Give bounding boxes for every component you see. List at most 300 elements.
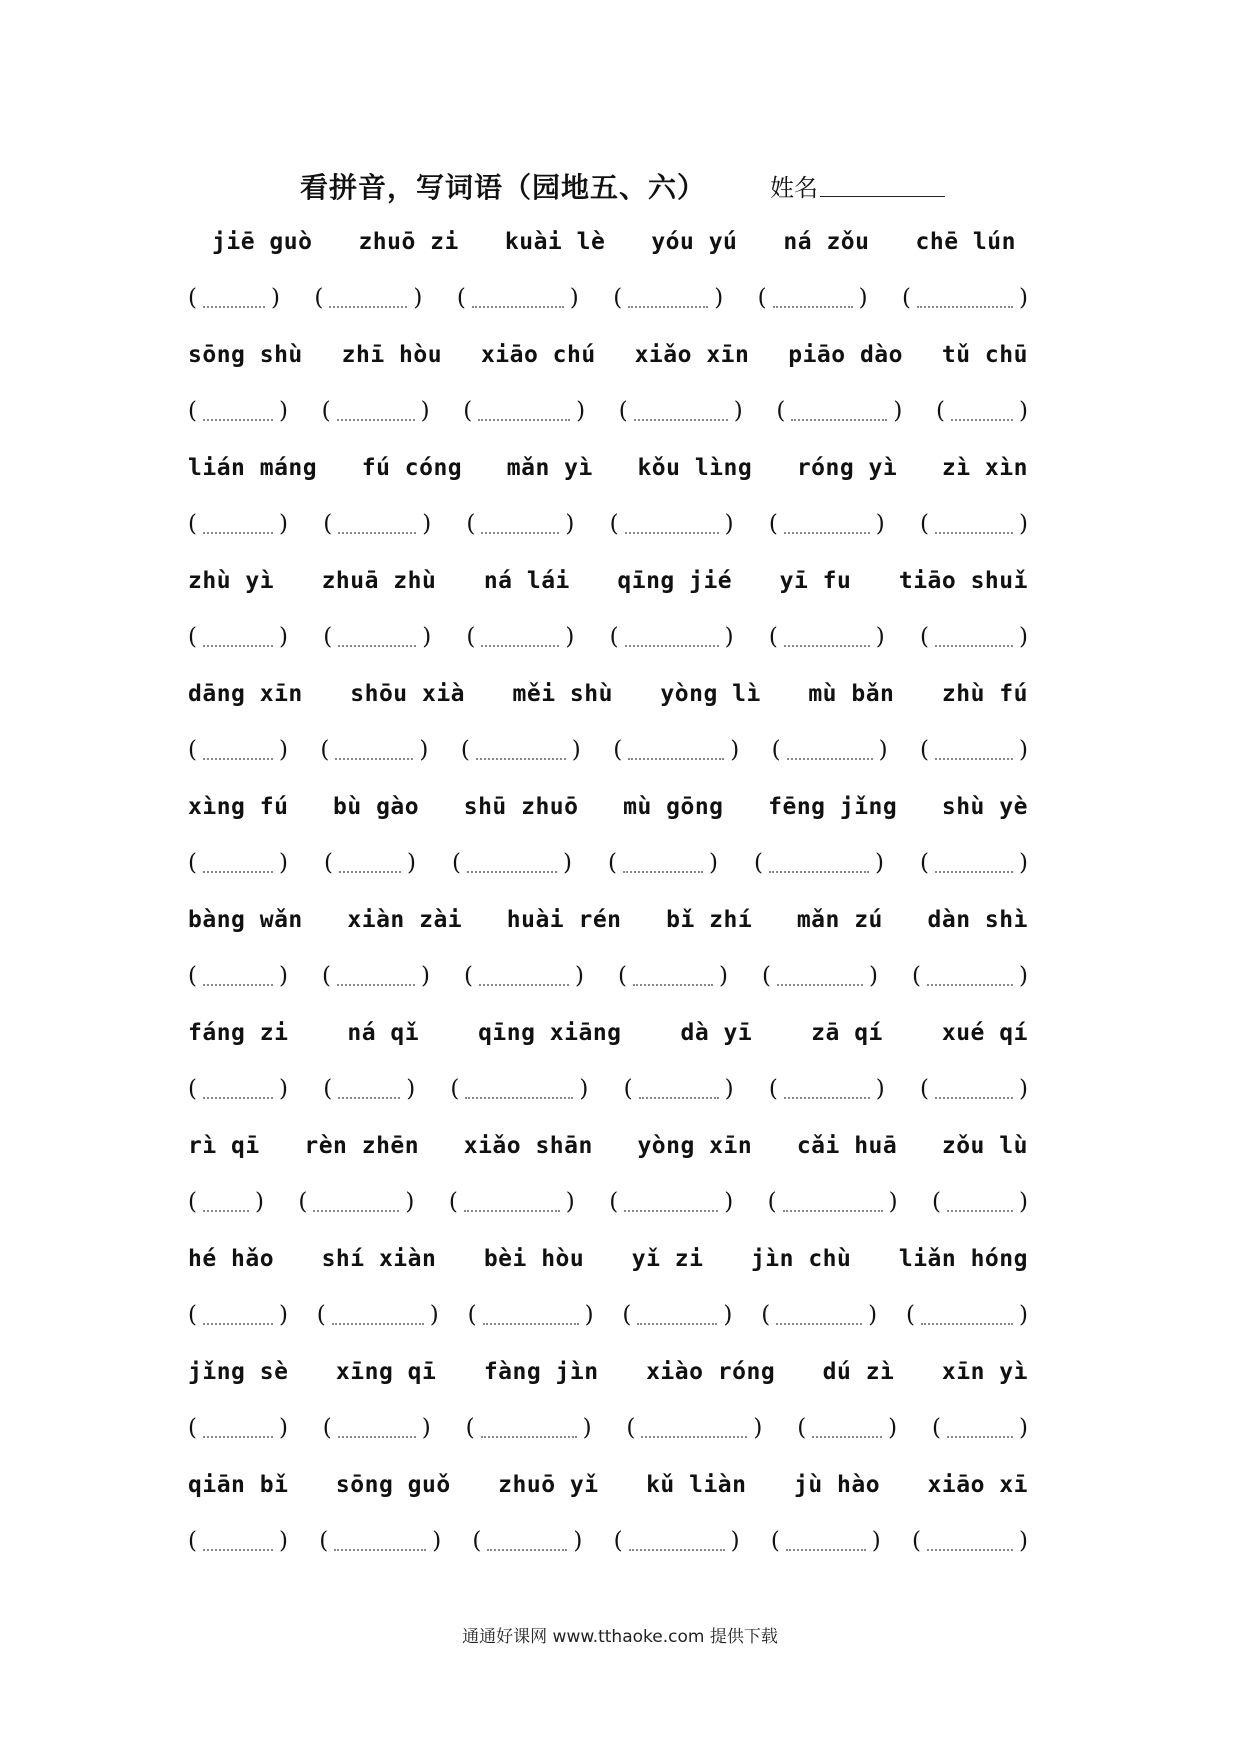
open-paren: ( [466, 511, 476, 537]
open-paren: ( [912, 1528, 921, 1554]
answer-blank[interactable] [188, 1415, 288, 1441]
dotted-blank [465, 1095, 573, 1099]
close-paren: ) [405, 1189, 415, 1215]
dotted-blank [769, 869, 869, 873]
pinyin-word: xué qí [941, 1020, 1028, 1046]
close-paren: ) [718, 963, 728, 989]
exercise-row [188, 787, 1028, 900]
dotted-blank [337, 982, 415, 986]
dotted-blank [776, 1321, 862, 1325]
dotted-blank [947, 1434, 1013, 1438]
close-paren: ) [278, 398, 288, 424]
dotted-blank [935, 643, 1013, 647]
open-paren: ( [316, 1302, 326, 1328]
pinyin-line [188, 1013, 1028, 1053]
close-paren: ) [1018, 1302, 1028, 1328]
close-paren: ) [565, 1189, 575, 1215]
close-paren: ) [420, 398, 430, 424]
answer-blank[interactable] [613, 737, 739, 763]
answer-blank[interactable] [457, 285, 579, 311]
answer-blank[interactable] [466, 624, 574, 650]
close-paren: ) [723, 1302, 733, 1328]
close-paren: ) [429, 1302, 439, 1328]
close-paren: ) [254, 1189, 264, 1215]
pinyin-word: fú cóng [361, 455, 463, 481]
close-paren: ) [888, 1415, 898, 1441]
open-paren: ( [324, 850, 333, 876]
answer-blank[interactable] [317, 1302, 439, 1328]
open-paren: ( [912, 963, 921, 989]
answer-blank[interactable] [769, 1076, 885, 1102]
close-paren: ) [1018, 850, 1028, 876]
pinyin-word: yòng lì [660, 681, 761, 707]
pinyin-word: ná qǐ [347, 1020, 420, 1046]
answer-blank[interactable] [619, 398, 743, 424]
answer-blank[interactable] [761, 1302, 877, 1328]
open-paren: ( [467, 1302, 477, 1328]
pinyin-word: róng yì [796, 455, 898, 481]
close-paren: ) [1019, 1076, 1028, 1102]
pinyin-word: tǔ chū [941, 342, 1028, 368]
pinyin-line [188, 1126, 1028, 1166]
pinyin-word: zhuō zi [358, 229, 459, 255]
dotted-blank [786, 1547, 866, 1551]
close-paren: ) [573, 1528, 583, 1554]
answer-line [188, 1069, 1028, 1109]
pinyin-word: chē lún [915, 229, 1016, 255]
dotted-blank [338, 530, 416, 534]
open-paren: ( [770, 1528, 780, 1554]
pinyin-word: kǒu lìng [637, 455, 753, 481]
answer-blank[interactable] [769, 624, 885, 650]
dotted-blank [472, 304, 564, 308]
open-paren: ( [472, 1528, 482, 1554]
answer-blank[interactable] [613, 285, 723, 311]
dotted-blank [783, 1208, 883, 1212]
close-paren: ) [278, 737, 288, 763]
answer-blank[interactable] [323, 624, 431, 650]
dotted-blank [464, 1208, 560, 1212]
open-paren: ( [905, 1302, 915, 1328]
dotted-blank [479, 982, 569, 986]
dotted-blank [633, 982, 713, 986]
answer-blank[interactable] [902, 285, 1028, 311]
close-paren: ) [868, 963, 878, 989]
dotted-blank [339, 869, 401, 873]
answer-blank[interactable] [188, 737, 288, 763]
answer-blank[interactable] [314, 285, 422, 311]
close-paren: ) [562, 850, 572, 876]
pinyin-word: xiào róng [646, 1359, 776, 1385]
pinyin-word: shū zhuō [463, 794, 579, 820]
answer-blank[interactable] [449, 1189, 575, 1215]
pinyin-word: rì qī [188, 1133, 260, 1159]
open-paren: ( [465, 1415, 475, 1441]
close-paren: ) [278, 963, 288, 989]
pinyin-word: huài rén [506, 907, 622, 933]
dotted-blank [787, 756, 873, 760]
pinyin-word: xīn yì [941, 1359, 1028, 1385]
name-blank-line [820, 196, 945, 197]
answer-blank[interactable] [920, 850, 1028, 876]
open-paren: ( [188, 1076, 197, 1102]
answer-blank[interactable] [320, 737, 428, 763]
answer-blank[interactable] [932, 1415, 1028, 1441]
close-paren: ) [874, 850, 884, 876]
open-paren: ( [188, 1528, 197, 1554]
answer-blank[interactable] [754, 850, 884, 876]
pinyin-word: zì xìn [941, 455, 1028, 481]
pinyin-word: měi shù [512, 681, 613, 707]
exercise-row [188, 1013, 1028, 1126]
open-paren: ( [188, 737, 197, 763]
dotted-blank [777, 982, 863, 986]
dotted-blank [481, 1434, 577, 1438]
pinyin-word: jù hào [793, 1472, 881, 1498]
close-paren: ) [1018, 398, 1028, 424]
answer-blank[interactable] [472, 1528, 582, 1554]
pinyin-word: ná zǒu [783, 229, 870, 255]
pinyin-line [188, 222, 1028, 262]
close-paren: ) [724, 511, 734, 537]
open-paren: ( [771, 737, 781, 763]
dotted-blank [203, 982, 273, 986]
answer-blank[interactable] [461, 737, 581, 763]
dotted-blank [935, 869, 1013, 873]
dotted-blank [625, 643, 719, 647]
pinyin-word: kuài lè [504, 229, 606, 255]
open-paren: ( [188, 963, 197, 989]
pinyin-word: kǔ liàn [646, 1472, 747, 1498]
dotted-blank [338, 1095, 400, 1099]
dotted-blank [784, 530, 870, 534]
close-paren: ) [1018, 963, 1028, 989]
answer-blank[interactable] [188, 624, 288, 650]
open-paren: ( [188, 1415, 197, 1441]
pinyin-word: jìn chù [750, 1246, 852, 1272]
open-paren: ( [768, 511, 778, 537]
pinyin-line [188, 561, 1028, 601]
answer-blank[interactable] [323, 1415, 431, 1441]
pinyin-word: zhuā zhù [321, 568, 437, 594]
open-paren: ( [463, 398, 473, 424]
answer-line [188, 730, 1028, 770]
close-paren: ) [724, 1076, 734, 1102]
dotted-blank [935, 530, 1013, 534]
open-paren: ( [321, 398, 331, 424]
answer-blank[interactable] [188, 963, 288, 989]
pinyin-line [188, 335, 1028, 375]
answer-blank[interactable] [762, 963, 878, 989]
close-paren: ) [875, 624, 885, 650]
answer-blank[interactable] [188, 1302, 288, 1328]
pinyin-worksheet [188, 222, 1028, 1578]
dotted-blank [337, 417, 415, 421]
close-paren: ) [1019, 624, 1028, 650]
close-paren: ) [579, 1076, 589, 1102]
dotted-blank [927, 982, 1013, 986]
answer-blank[interactable] [188, 398, 288, 424]
close-paren: ) [421, 1415, 431, 1441]
open-paren: ( [466, 624, 476, 650]
dotted-blank [334, 1547, 426, 1551]
close-paren: ) [406, 1076, 416, 1102]
open-paren: ( [322, 963, 331, 989]
answer-blank[interactable] [758, 285, 868, 311]
answer-blank[interactable] [188, 1528, 288, 1554]
pinyin-word: shí xiàn [321, 1246, 437, 1272]
answer-blank[interactable] [920, 624, 1028, 650]
pinyin-line [188, 674, 1028, 714]
exercise-row [188, 1465, 1028, 1578]
answer-blank[interactable] [772, 737, 888, 763]
pinyin-word: xiāo chú [480, 342, 596, 368]
answer-blank[interactable] [450, 1076, 588, 1102]
open-paren: ( [298, 1189, 308, 1215]
close-paren: ) [422, 624, 432, 650]
pinyin-word: zā qí [811, 1020, 883, 1046]
answer-blank[interactable] [466, 511, 574, 537]
close-paren: ) [422, 511, 432, 537]
answer-blank[interactable] [324, 850, 416, 876]
pinyin-word: xiǎo shān [463, 1133, 593, 1159]
open-paren: ( [452, 850, 461, 876]
answer-blank[interactable] [188, 1076, 288, 1102]
answer-blank[interactable] [920, 737, 1028, 763]
dotted-blank [637, 1321, 717, 1325]
open-paren: ( [618, 398, 628, 424]
dotted-blank [812, 1434, 882, 1438]
close-paren: ) [724, 1189, 734, 1215]
dotted-blank [203, 1208, 249, 1212]
open-paren: ( [622, 1302, 632, 1328]
open-paren: ( [609, 624, 619, 650]
answer-blank[interactable] [188, 285, 280, 311]
open-paren: ( [608, 850, 617, 876]
dotted-blank [203, 530, 273, 534]
answer-blank[interactable] [610, 511, 734, 537]
exercise-row [188, 1239, 1028, 1352]
open-paren: ( [319, 1528, 329, 1554]
answer-blank[interactable] [776, 398, 902, 424]
answer-blank[interactable] [626, 1415, 762, 1441]
footer-credit: 通通好课网 www.tthaoke.com 提供下载 [462, 1627, 778, 1647]
answer-line [188, 956, 1028, 996]
answer-blank[interactable] [618, 963, 728, 989]
pinyin-word: bàng wǎn [188, 907, 303, 933]
answer-blank[interactable] [609, 1189, 733, 1215]
open-paren: ( [323, 1076, 333, 1102]
open-paren: ( [450, 1076, 460, 1102]
answer-blank[interactable] [468, 1302, 594, 1328]
answer-blank[interactable] [608, 850, 718, 876]
dotted-blank [203, 304, 265, 308]
close-paren: ) [584, 1302, 594, 1328]
pinyin-word: xìng fú [188, 794, 289, 820]
answer-blank[interactable] [319, 1528, 441, 1554]
pinyin-word: dàn shì [927, 907, 1028, 933]
answer-blank[interactable] [188, 850, 288, 876]
open-paren: ( [448, 1189, 458, 1215]
pinyin-word: mù gōng [623, 794, 724, 820]
pinyin-word: piāo dào [788, 342, 903, 368]
pinyin-word: bǐ zhí [666, 907, 753, 933]
exercise-row [188, 900, 1028, 1013]
close-paren: ) [413, 285, 423, 311]
pinyin-word: xiāo xī [927, 1472, 1028, 1498]
dotted-blank [203, 1095, 273, 1099]
open-paren: ( [188, 398, 197, 424]
answer-blank[interactable] [188, 1189, 264, 1215]
answer-blank[interactable] [298, 1189, 414, 1215]
close-paren: ) [724, 624, 734, 650]
close-paren: ) [753, 1415, 763, 1441]
exercise-row [188, 1126, 1028, 1239]
close-paren: ) [858, 285, 868, 311]
dotted-blank [625, 530, 719, 534]
pinyin-word: lián máng [188, 455, 318, 481]
answer-blank[interactable] [323, 1076, 415, 1102]
close-paren: ) [565, 511, 575, 537]
answer-blank[interactable] [610, 624, 734, 650]
answer-blank[interactable] [768, 1189, 898, 1215]
answer-line [188, 1408, 1028, 1448]
answer-blank[interactable] [614, 1528, 740, 1554]
answer-blank[interactable] [463, 398, 585, 424]
dotted-blank [313, 1208, 399, 1212]
answer-blank[interactable] [932, 1189, 1028, 1215]
answer-blank[interactable] [622, 1302, 732, 1328]
dotted-blank [483, 1321, 579, 1325]
close-paren: ) [419, 737, 429, 763]
open-paren: ( [323, 624, 333, 650]
dotted-blank [332, 1321, 424, 1325]
pinyin-word: jǐng sè [188, 1359, 289, 1385]
answer-blank[interactable] [771, 1528, 881, 1554]
pinyin-word: sōng shù [188, 342, 303, 368]
open-paren: ( [626, 1415, 636, 1441]
close-paren: ) [893, 398, 903, 424]
answer-blank[interactable] [936, 398, 1028, 424]
answer-blank[interactable] [188, 511, 288, 537]
answer-blank[interactable] [464, 963, 584, 989]
pinyin-word: mǎn zú [796, 907, 883, 933]
pinyin-word: mǎn yì [506, 455, 593, 481]
close-paren: ) [420, 963, 430, 989]
pinyin-word: xīng qī [335, 1359, 437, 1385]
dotted-blank [639, 1095, 719, 1099]
close-paren: ) [574, 963, 584, 989]
dotted-blank [203, 869, 273, 873]
open-paren: ( [754, 850, 763, 876]
dotted-blank [791, 417, 887, 421]
answer-blank[interactable] [624, 1076, 734, 1102]
exercise-row [188, 674, 1028, 787]
open-paren: ( [613, 1528, 623, 1554]
dotted-blank [623, 869, 703, 873]
open-paren: ( [188, 285, 197, 311]
answer-blank[interactable] [906, 1302, 1028, 1328]
close-paren: ) [278, 1415, 288, 1441]
dotted-blank [329, 304, 407, 308]
pinyin-word: zhù fú [941, 681, 1028, 707]
dotted-blank [628, 304, 708, 308]
pinyin-word: hé hǎo [188, 1246, 275, 1272]
dotted-blank [773, 304, 853, 308]
answer-blank[interactable] [912, 1528, 1028, 1554]
pinyin-word: qīng jié [617, 568, 733, 594]
pinyin-word: rèn zhēn [304, 1133, 420, 1159]
answer-blank[interactable] [912, 963, 1028, 989]
pinyin-word: zǒu lù [941, 1133, 1028, 1159]
close-paren: ) [730, 737, 740, 763]
open-paren: ( [188, 511, 197, 537]
open-paren: ( [931, 1415, 941, 1441]
pinyin-word: dāng xīn [188, 681, 303, 707]
close-paren: ) [278, 511, 288, 537]
close-paren: ) [875, 511, 885, 537]
dotted-blank [917, 304, 1013, 308]
open-paren: ( [768, 624, 778, 650]
close-paren: ) [278, 1528, 288, 1554]
pinyin-line [188, 787, 1028, 827]
answer-blank[interactable] [322, 398, 430, 424]
answer-blank[interactable] [452, 850, 572, 876]
answer-blank[interactable] [920, 1076, 1028, 1102]
dotted-blank [634, 417, 728, 421]
answer-blank[interactable] [322, 963, 430, 989]
close-paren: ) [1019, 1528, 1028, 1554]
answer-blank[interactable] [466, 1415, 592, 1441]
answer-line [188, 1295, 1028, 1335]
dotted-blank [203, 756, 273, 760]
answer-blank[interactable] [769, 511, 885, 537]
dotted-blank [927, 1547, 1013, 1551]
exercise-row [188, 561, 1028, 674]
exercise-row [188, 222, 1028, 335]
open-paren: ( [323, 511, 333, 537]
dotted-blank [203, 417, 273, 421]
exercise-row [188, 335, 1028, 448]
answer-blank[interactable] [797, 1415, 897, 1441]
answer-blank[interactable] [323, 511, 431, 537]
close-paren: ) [714, 285, 724, 311]
close-paren: ) [875, 1076, 885, 1102]
open-paren: ( [314, 285, 324, 311]
dotted-blank [335, 756, 413, 760]
pinyin-word: liǎn hóng [898, 1246, 1028, 1272]
open-paren: ( [920, 624, 929, 650]
pinyin-word: shōu xià [350, 681, 466, 707]
close-paren: ) [730, 1528, 740, 1554]
open-paren: ( [320, 737, 330, 763]
answer-blank[interactable] [920, 511, 1028, 537]
open-paren: ( [761, 1302, 771, 1328]
pinyin-word: fēng jǐng [768, 794, 898, 820]
dotted-blank [784, 1095, 870, 1099]
dotted-blank [203, 1547, 273, 1551]
pinyin-word: yī fu [779, 568, 852, 594]
open-paren: ( [623, 1076, 633, 1102]
pinyin-word: jiē guò [212, 229, 313, 255]
exercise-row [188, 448, 1028, 561]
dotted-blank [481, 643, 559, 647]
dotted-blank [629, 1547, 725, 1551]
dotted-blank [338, 1434, 416, 1438]
answer-line [188, 843, 1028, 883]
name-label: 姓名 [770, 174, 818, 202]
answer-line [188, 504, 1028, 544]
